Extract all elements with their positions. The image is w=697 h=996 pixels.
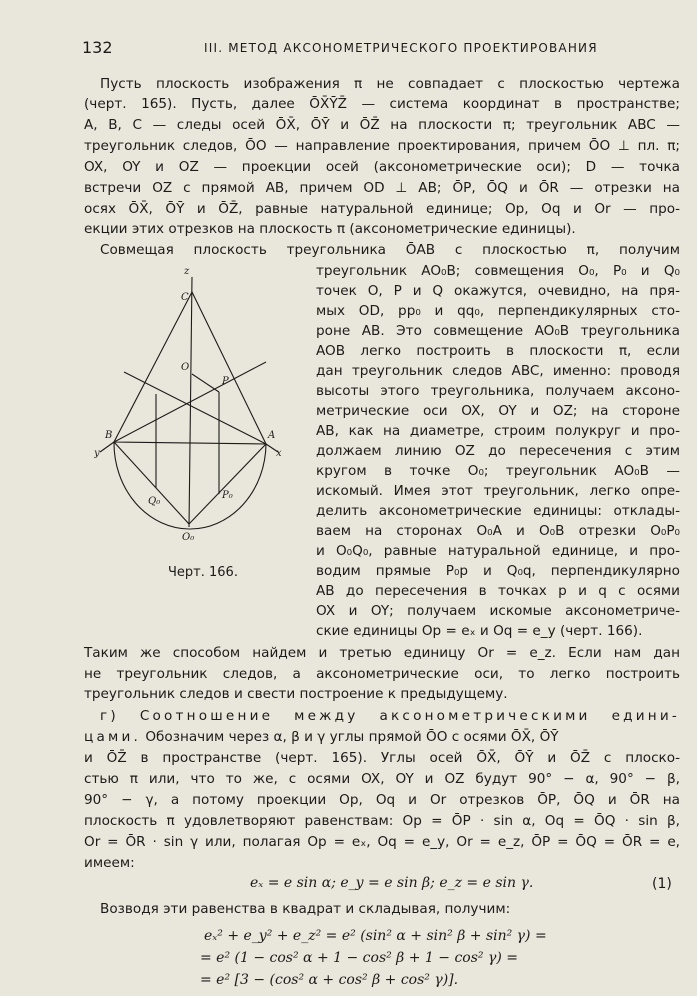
equation-2-line: eₓ² + e_y² + e_z² = e² (sin² α + sin² β + sin² γ) = xyxy=(204,928,547,944)
text-line: A, B, C — следы осей ŌX̄, ŌȲ и ŌZ̄ на плоскости π; треугольник ABC — xyxy=(84,117,680,133)
text-line: осях ŌX̄, ŌȲ и ŌZ̄, равные натуральной единице; Op, Oq и Or — про- xyxy=(84,201,680,217)
text-line: ваем на сторонах O₀A и O₀B отрезки O₀P₀ xyxy=(316,523,680,539)
text-line: метрические оси OX, OY и OZ; на стороне xyxy=(316,403,680,419)
equation-2-line: = e² [3 − (cos² α + cos² β + cos² γ)]. xyxy=(200,972,459,988)
label-x: x xyxy=(276,448,282,459)
text-line: точек O, P и Q окажутся, очевидно, на пря- xyxy=(316,283,680,299)
equation-number: (1) xyxy=(652,876,672,892)
text-line: OX и OY; получаем искомые аксонометриче- xyxy=(316,603,680,619)
text-line: роне AB. Это совмещение AO₀B треугольника xyxy=(316,323,680,339)
text-line: треугольник следов и свести построение к предыдущему. xyxy=(84,686,508,702)
text-line: и O₀Q₀, равные натуральной единице, и про- xyxy=(316,543,680,559)
text-line: имеем: xyxy=(84,855,135,871)
label-y: y xyxy=(94,448,100,459)
label-c: C xyxy=(181,292,189,303)
text-line: Таким же способом найдем и третью единицу Or = e_z. Если нам дан xyxy=(84,645,680,661)
running-title: III. МЕТОД АКСОНОМЕТРИЧЕСКОГО ПРОЕКТИРОВАНИЯ xyxy=(204,41,598,55)
label-a: A xyxy=(268,430,276,441)
y-axis xyxy=(100,442,114,452)
figure-166 xyxy=(94,262,324,567)
text-line: екции этих отрезков на плоскость π (аксонометрические единицы). xyxy=(84,221,576,237)
text-line: Совмещая плоскость треугольника ŌAB с плоскостью π, получим xyxy=(100,242,680,258)
text-line: AB, как на диаметре, строим полукруг и про- xyxy=(316,423,680,439)
text-line: 90° − γ, а потому проекции Op, Oq и Or отрезков ŌP, ŌQ и ŌR на xyxy=(84,792,680,808)
label-p0: P₀ xyxy=(222,490,233,501)
text-line: треугольник следов, ŌO — направление проектирования, причем ŌO ⊥ пл. π; xyxy=(84,138,680,154)
page-header xyxy=(82,38,672,60)
text-line: AOB легко построить в плоскости π, если xyxy=(316,343,680,359)
text-line: встречи OZ с прямой AB, причем OD ⊥ AB; ŌP, ŌQ и ŌR — отрезки на xyxy=(84,180,680,196)
text-line: искомый. Имея этот треугольник, легко опре- xyxy=(316,483,680,499)
text-line: дан треугольник следов ABC, именно: проводя xyxy=(316,363,680,379)
page-number: 132 xyxy=(82,38,113,57)
label-q0: Q₀ xyxy=(148,496,161,507)
text-line: мых OD, pp₀ и qq₀, перпендикулярных сто- xyxy=(316,303,680,319)
segment-op xyxy=(192,374,219,392)
text-run: Обозначим через α, β и γ углы прямой ŌO с осями ŌX̄, ŌȲ xyxy=(141,729,559,745)
equation-1: eₓ = e sin α; e_y = e sin β; e_z = e sin γ. xyxy=(250,875,534,891)
equation-2-line: = e² (1 − cos² α + 1 − cos² β + 1 − cos² γ) = xyxy=(200,950,518,966)
label-p: P xyxy=(222,376,229,387)
text-line: делить аксонометрические единицы: отклады- xyxy=(316,503,680,519)
text-line: должаем линию OZ до пересечения с этим xyxy=(316,443,680,459)
label-z: z xyxy=(184,266,190,277)
text-line: треугольник AO₀B; совмещения O₀, P₀ и Q₀ xyxy=(316,263,680,279)
text-line: ские единицы Op = eₓ и Oq = e_y (черт. 166). xyxy=(316,623,643,639)
label-o: O xyxy=(181,362,190,373)
side-o0-b xyxy=(114,442,189,524)
figure-caption: Черт. 166. xyxy=(168,565,238,580)
text-line: OX, OY и OZ — проекции осей (аксонометрические оси); D — точка xyxy=(84,159,680,175)
label-b: B xyxy=(105,430,113,441)
text-line: и ŌZ̄ в пространстве (черт. 165). Углы осей ŌX̄, ŌȲ и ŌZ̄ с плоско- xyxy=(84,750,680,766)
section-heading-cont: цами. xyxy=(84,729,141,745)
side-o0-a xyxy=(189,444,266,524)
text-line: водим прямые P₀p и Q₀q, перпендикулярно xyxy=(316,563,680,579)
text-line: Or = ŌR · sin γ или, полагая Op = eₓ, Oq = e_y, Or = e_z, ŌP = ŌQ = ŌR = e, xyxy=(84,834,680,850)
text-line: высоты этого треугольника, получаем аксоно- xyxy=(316,383,680,399)
text-line: (черт. 165). Пусть, далее ŌX̄ȲZ̄ — система координат в пространстве; xyxy=(84,96,680,112)
text-line: Пусть плоскость изображения π не совпадает с плоскостью чертежа xyxy=(100,76,680,92)
label-o0: O₀ xyxy=(182,532,195,543)
text-line: стью π или, что то же, с осями OX, OY и OZ будут 90° − α, 90° − β, xyxy=(84,771,680,787)
altitude-from-a xyxy=(124,372,266,444)
text-line xyxy=(84,729,680,746)
text-line: Возводя эти равенства в квадрат и складывая, получим: xyxy=(100,901,511,917)
section-heading: г) Соотношение между аксонометрическими едини- xyxy=(100,708,680,724)
text-line: кругом в точке O₀; треугольник AO₀B — xyxy=(316,463,680,479)
text-line: не треугольник следов, а аксонометрические оси, то легко построить xyxy=(84,666,680,682)
text-line: AB до пересечения в точках p и q с осями xyxy=(316,583,680,599)
text-line: плоскость π удовлетворяют равенствам: Op = ŌP · sin α, Oq = ŌQ · sin β, xyxy=(84,813,680,829)
